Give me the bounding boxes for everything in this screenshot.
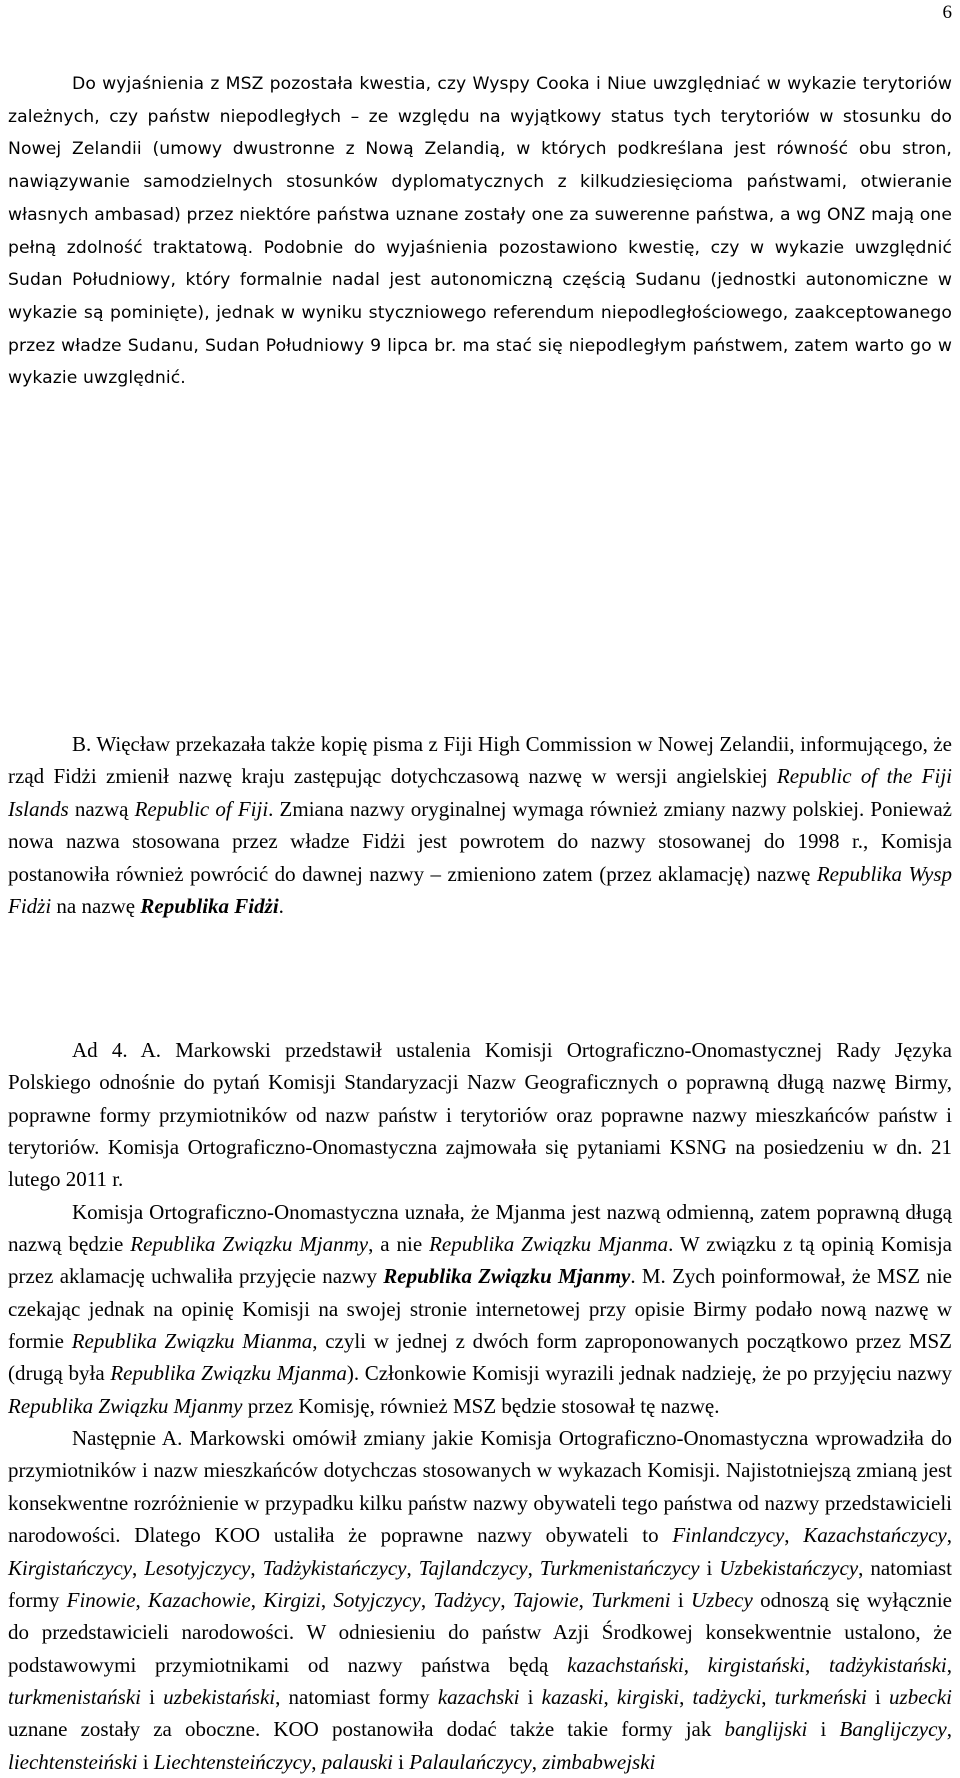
term-italic: Kazachstańczycy [803, 1523, 947, 1548]
term-italic: banglijski [724, 1717, 808, 1742]
term-separator: , [946, 1523, 952, 1548]
term-separator: i [519, 1684, 542, 1709]
term-italic: uzbekistański [163, 1684, 276, 1709]
term-separator: i [670, 1587, 691, 1612]
term-italic: Kirgizi [263, 1587, 321, 1612]
term-separator: , [320, 1587, 334, 1612]
term-separator: i [140, 1684, 164, 1709]
term-italic: uzbecki [889, 1684, 952, 1709]
term-italic: Turkmenistańczycy [539, 1555, 700, 1580]
alternate-adjective-list [438, 1685, 952, 1709]
term-separator: , [679, 1684, 693, 1709]
term-separator: , [132, 1555, 145, 1580]
term-separator: i [807, 1717, 840, 1742]
term-italic: kazachstański [567, 1652, 684, 1677]
term-separator: , [946, 1717, 952, 1742]
term-italic: Finlandczycy [672, 1523, 785, 1548]
term-separator: , [135, 1587, 149, 1612]
term-separator: , [500, 1587, 513, 1612]
term-italic: zimbabwejski [542, 1749, 656, 1774]
term-separator: , [250, 1587, 264, 1612]
section-ad-4 [8, 1034, 952, 1778]
term-separator: i [137, 1749, 154, 1774]
term-italic: Palaulańczycy [409, 1749, 532, 1774]
term-italic: Banglijczycy [839, 1717, 947, 1742]
term-italic: Lesotyjczycy [144, 1555, 251, 1580]
term-separator: , [311, 1749, 322, 1774]
term-italic: Turkmeni [591, 1587, 671, 1612]
term-separator: i [392, 1749, 410, 1774]
page-number: 6 [942, 2, 952, 23]
term-italic: Tajlandczycy [418, 1555, 528, 1580]
term-separator: i [699, 1555, 720, 1580]
term-separator: , [250, 1555, 263, 1580]
term-italic: Kirgistańczycy [8, 1555, 133, 1580]
paragraph-cook-islands [8, 68, 952, 395]
term-italic: Kazachowie [148, 1587, 251, 1612]
term-separator: , natomiast formy [275, 1684, 438, 1709]
paragraph-demonyms: Następnie A. Markowski omówił zmiany jakie Komisja Ortograficzno-Onomastyczna wprowadziła do przymiotników i nazw mieszkańców dotychczas stosowanych w wykazach Komisji. Najistotniejszą zmianą jest konsekwentne rozróżnienie w przypadku kilku państw nazwy obywateli tego państwa od nazwy przedstawicieli narodowości. Dlatego KOO ustaliła że poprawne nazwy obywateli to Finlandczycy, Kazachstańczycy, Kirgistańczycy, Lesotyjczycy, Tadżykistańczycy, Tajlandczycy, Turkmenistańczycy i Uzbekistańczycy, natomiast formy Finowie, Kazachowie, Kirgizi, Sotyjczycy, Tadżycy, Tajowie, Turkmeni i Uzbecy odnoszą się wyłącznie do przedstawicieli narodowości. W odniesieniu do państw Azji Środkowej konsekwentnie ustalono, że podstawowymi przymiotnikami od nazwy państwa będą kazachstański, kirgistański, tadżykistański, turkmenistański i uzbekistański, natomiast formy kazachski i kazaski, kirgiski, tadżycki, turkmeński i uzbecki uznane zostały za oboczne. KOO postanowiła dodać także takie formy jak banglijski i Banglijczycy, liechtensteiński i Liechtensteińczycy, palauski i Palaulańczycy, zimbabwejski [8, 1426, 953, 1774]
nationality-list [67, 1588, 753, 1612]
term-italic: kirgistański [707, 1652, 805, 1677]
term-separator: , [531, 1749, 543, 1774]
term-separator: , [578, 1587, 592, 1612]
term-italic: turkmeński [774, 1684, 867, 1709]
term-italic: tadżycki [692, 1684, 762, 1709]
term-separator: , [527, 1555, 540, 1580]
term-italic: palauski [321, 1749, 393, 1774]
term-italic: Uzbekistańczycy [719, 1555, 859, 1580]
term-separator: , [683, 1652, 708, 1677]
term-italic: Tajowie [512, 1587, 579, 1612]
term-italic: Tadżycy [433, 1587, 501, 1612]
term-separator: , [784, 1523, 804, 1548]
term-separator: , [804, 1652, 829, 1677]
paragraph-text: Do wyjaśnienia z MSZ pozostała kwestia, czy Wyspy Cooka i Niue uwzględniać w wykazie terytoriów zależnych, czy państw niepodległych – ze względu na wyjątkowy status tych terytoriów w stosunku do Nowej Zelandii (umowy dwustronne z Nową Zelandią, w których podkreślana jest równość obu stron, nawiązywanie samodzielnych stosunków dyplomatycznych z kilkudziesięcioma państwami, otwieranie własnych ambasad) przez niektóre państwa uznane zostały one za suwerenne państwa, a wg ONZ mają one pełną zdolność traktatową. Podobnie do wyjaśnienia pozostawiono kwestię, czy w wykazie uwzględnić Sudan Południowy, który formalnie nadal jest autonomiczną częścią Sudanu (jednostki autonomiczne w wykazie są pominięte), jednak w wyniku styczniowego referendum niepodległościowego, zaakceptowanego przez władze Sudanu, Sudan Południowy 9 lipca br. ma stać się niepodległym państwem, zatem warto go w wykazie uwzględnić. [8, 74, 952, 389]
term-italic: Liechtensteińczycy [153, 1749, 312, 1774]
term-italic: Tadżykistańczycy [262, 1555, 407, 1580]
term-italic: kirgiski [616, 1684, 680, 1709]
term-italic: Uzbecy [691, 1587, 753, 1612]
term-italic: kazaski [541, 1684, 604, 1709]
term-italic: Sotyjczycy [333, 1587, 421, 1612]
term-separator: i [866, 1684, 890, 1709]
term-separator: , [406, 1555, 419, 1580]
term-italic: turkmenistański [8, 1684, 141, 1709]
term-italic: tadżykistański [828, 1652, 947, 1677]
term-separator: , natomiast formy [8, 1555, 953, 1612]
paragraph-text: B. Więcław przekazała także kopię pisma z Fiji High Commission w Nowej Zelandii, informującego, że rząd Fidżi zmienił nazwę kraju zastępując dotychczasową nazwę w wersji angielskiej Republic of the Fiji Islands nazwą Republic of Fiji. Zmiana nazwy oryginalnej wymaga również zmiany nazwy polskiej. Ponieważ nowa nazwa stosowana przez władze Fidżi jest powrotem do nazwy stosowanej do 1998 r., Komisja postanowiła również powrócić do dawnej nazwy – zmieniono zatem (przez aklamację) nazwę Republika Wysp Fidżi na nazwę Republika Fidżi. [8, 732, 952, 919]
paragraph-myanmar: Komisja Ortograficzno-Onomastyczna uznała, że Mjanma jest nazwą odmienną, zatem poprawną długą nazwą będzie Republika Związku Mjanmy, a nie Republika Związku Mjanma. W związku z tą opinią Komisja przez aklamację uchwaliła przyjęcie nazwy Republika Związku Mjanmy. M. Zych poinformował, że MSZ nie czekając jednak na opinię Komisji na swojej stronie internetowej przy opisie Birmy podało nową nazwę w formie Republika Związku Mianma, czyli w jednej z dwóch form zaproponowanych początkowo przez MSZ (drugą była Republika Związku Mjanma). Członkowie Komisji wyrazili jednak nadzieję, że po przyjęciu nazwy Republika Związku Mjanmy przez Komisję, również MSZ będzie stosował tę nazwę. [8, 1199, 952, 1418]
term-separator: , [420, 1587, 434, 1612]
paragraph-ad4-intro: Ad 4. A. Markowski przedstawił ustalenia Komisji Ortograficzno-Onomastycznej Rady Języka Polskiego odnośnie do pytań Komisji Standaryzacji Nazw Geograficznych o poprawną długą nazwę Birmy, poprawne formy przymiotników od nazw państw i terytoriów oraz poprawne nazwy mieszkańców państw i terytoriów. Komisja Ortograficzno-Onomastyczna zajmowała się pytaniami KSNG na posiedzeniu w dn. 21 lutego 2011 r. [8, 1038, 952, 1192]
term-italic: liechtensteiński [8, 1749, 138, 1774]
term-separator: , [946, 1652, 953, 1677]
term-italic: kazachski [437, 1684, 520, 1709]
paragraph-fiji [8, 728, 952, 922]
term-italic: Finowie [66, 1587, 136, 1612]
term-separator: , [761, 1684, 775, 1709]
term-separator: , [603, 1684, 617, 1709]
